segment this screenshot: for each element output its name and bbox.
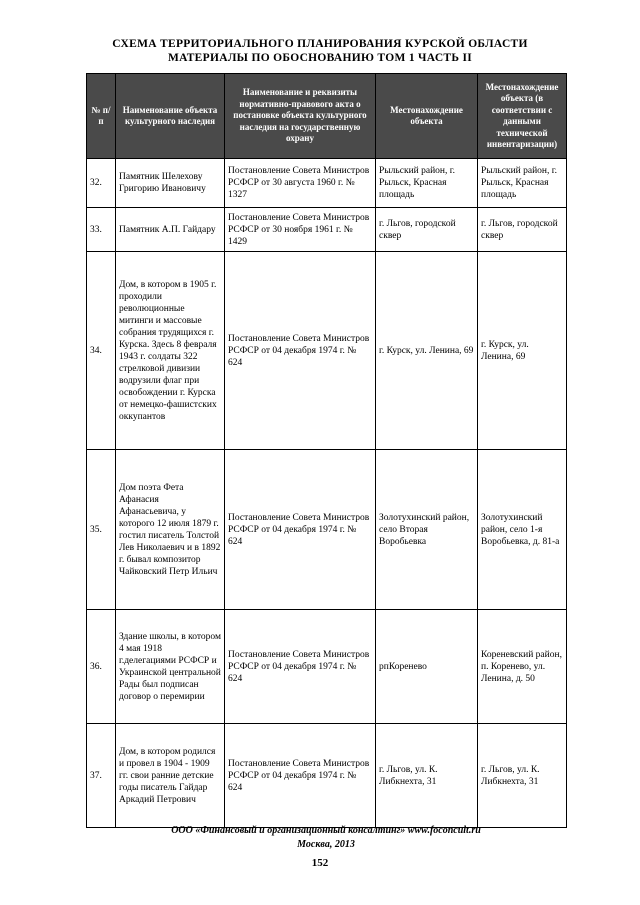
object-name: Памятник А.П. Гайдару [116,208,225,252]
legal-act: Постановление Совета Министров РСФСР от 30 августа 1960 г. № 1327 [225,159,376,208]
document-header-title: СХЕМА ТЕРРИТОРИАЛЬНОГО ПЛАНИРОВАНИЯ КУРСКОЙ ОБЛАСТИ [112,38,528,50]
legal-act: Постановление Совета Министров РСФСР от 04 декабря 1974 г. № 624 [225,610,376,724]
legal-act: Постановление Совета Министров РСФСР от 04 декабря 1974 г. № 624 [225,724,376,828]
object-location-tech: Кореневский район, п. Коренево, ул. Ленина, д. 50 [478,610,567,724]
object-location-tech: г. Льгов, городской сквер [478,208,567,252]
table-row [87,724,567,828]
row-number: 34. [87,252,116,450]
object-location: г. Льгов, ул. К. Либкнехта, 31 [376,724,478,828]
object-location: рпКоренево [376,610,478,724]
row-number: 32. [87,159,116,208]
row-number: 35. [87,450,116,610]
column-header-number: № п/п [87,74,116,159]
table-row [87,252,567,450]
page-number: 152 [311,857,329,869]
object-location: Золотухинский район, село Вторая Воробьевка [376,450,478,610]
object-name: Дом поэта Фета Афанасия Афанасьевича, у которого 12 июля 1879 г. гостил писатель Толстой Лев Николаевич и в 1892 г. бывал композитор Чайковский Петр Ильич [116,450,225,610]
table-row [87,610,567,724]
object-name: Памятник Шелехову Григорию Ивановичу [116,159,225,208]
footer-company: ООО «Финансовый и организационный консалтинг» www.foconcult.ru [171,825,481,836]
row-number: 37. [87,724,116,828]
legal-act: Постановление Совета Министров РСФСР от 04 декабря 1974 г. № 624 [225,252,376,450]
object-location-tech: г. Льгов, ул. К. Либкнехта, 31 [478,724,567,828]
column-header-act: Наименование и реквизиты нормативно-правового акта о постановке объекта культурного наследия на государственную охрану [225,74,376,159]
legal-act: Постановление Совета Министров РСФСР от 30 ноября 1961 г. № 1429 [225,208,376,252]
object-location: г. Льгов, городской сквер [376,208,478,252]
table-row [87,450,567,610]
object-name: Дом, в котором родился и провел в 1904 - 1909 гг. свои ранние детские годы писатель Гайдар Аркадий Петрович [116,724,225,828]
column-header-location: Местонахождение объекта [376,74,478,159]
legal-act: Постановление Совета Министров РСФСР от 04 декабря 1974 г. № 624 [225,450,376,610]
table-header-row [87,74,567,159]
object-name: Здание школы, в котором 4 мая 1918 г.делегациями РСФСР и Украинской центральной Рады был подписан договор о перемирии [116,610,225,724]
object-location-tech: г. Курск, ул. Ленина, 69 [478,252,567,450]
table-row [87,208,567,252]
column-header-location-tech: Местонахождение объекта (в соответствии с данными технической инвентаризации) [478,74,567,159]
object-location: Рыльский район, г. Рыльск, Красная площадь [376,159,478,208]
document-header-subtitle: МАТЕРИАЛЫ ПО ОБОСНОВАНИЮ ТОМ 1 ЧАСТЬ II [167,52,473,64]
row-number: 36. [87,610,116,724]
row-number: 33. [87,208,116,252]
object-location-tech: Рыльский район, г. Рыльск, Красная площадь [478,159,567,208]
object-name: Дом, в котором в 1905 г. проходили революционные митинги и массовые собрания трудящихся г. Курска. Здесь 8 февраля 1943 г. солдаты 322 стрелковой дивизии водрузили флаг при освобождении г. Курска от немецко-фашистских оккупантов [116,252,225,450]
footer-city-year: Москва, 2013 [297,839,355,850]
object-location-tech: Золотухинский район, село 1-я Воробьевка, д. 81-а [478,450,567,610]
column-header-name: Наименование объекта культурного наследия [116,74,225,159]
heritage-objects-table [86,73,567,828]
object-location: г. Курск, ул. Ленина, 69 [376,252,478,450]
table-row [87,159,567,208]
